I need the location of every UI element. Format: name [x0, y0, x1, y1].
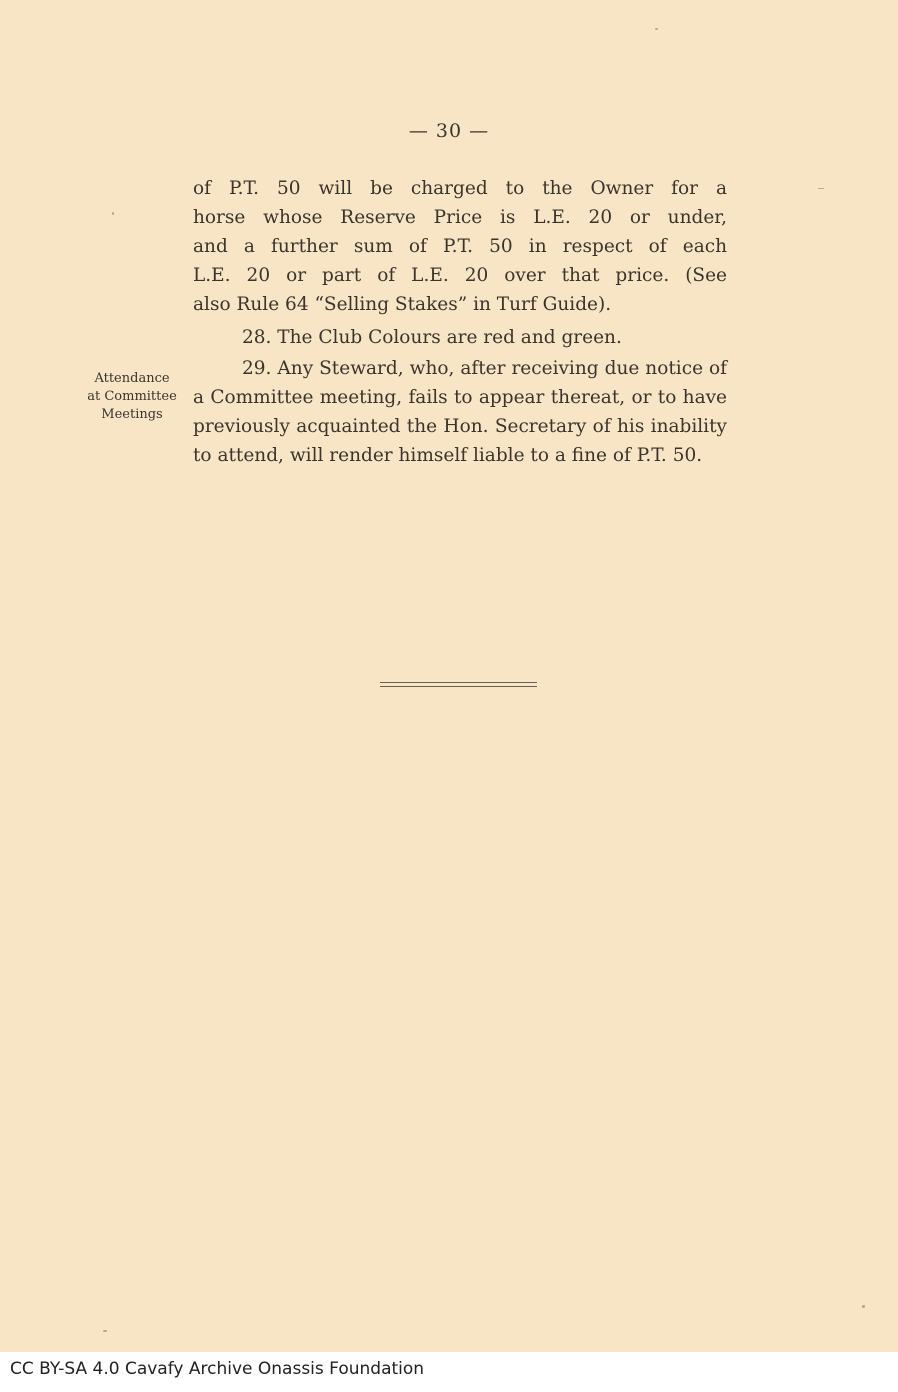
text-line: horse whose Reserve Price is L.E. 20 or under,: [193, 207, 727, 228]
paper-speck: [655, 28, 658, 30]
page-number: — 30 —: [408, 120, 490, 142]
license-caption: CC BY-SA 4.0 Cavafy Archive Onassis Foundation: [10, 1359, 425, 1379]
margin-note-line: Meetings: [101, 407, 163, 422]
text-line: and a further sum of P.T. 50 in respect of each: [193, 236, 727, 257]
text-line: L.E. 20 or part of L.E. 20 over that price. (See: [193, 265, 727, 286]
rule-28: 28. The Club Colours are red and green.: [242, 327, 622, 348]
rule-29: 29. Any Steward, who, after receiving due notice of a Committee meeting, fails to appear thereat, or to have previously acquainted the Hon. Secretary of his inability to attend, will render himself liable to a fine of P.T. 50.: [193, 358, 727, 466]
paper-speck: [818, 188, 824, 189]
paper-speck: [112, 212, 114, 215]
double-rule-divider: [380, 682, 537, 687]
rules-text: [193, 174, 727, 470]
paper-speck: [103, 1330, 107, 1332]
margin-note-line: Attendance: [94, 371, 170, 386]
continuation-paragraph: [193, 174, 727, 319]
paper-speck: [862, 1305, 865, 1308]
margin-note-line: at Committee: [87, 389, 177, 404]
margin-note: [72, 369, 192, 425]
text-line: also Rule 64 “Selling Stakes” in Turf Guide).: [193, 294, 612, 315]
text-line: of P.T. 50 will be charged to the Owner for a: [193, 178, 727, 199]
